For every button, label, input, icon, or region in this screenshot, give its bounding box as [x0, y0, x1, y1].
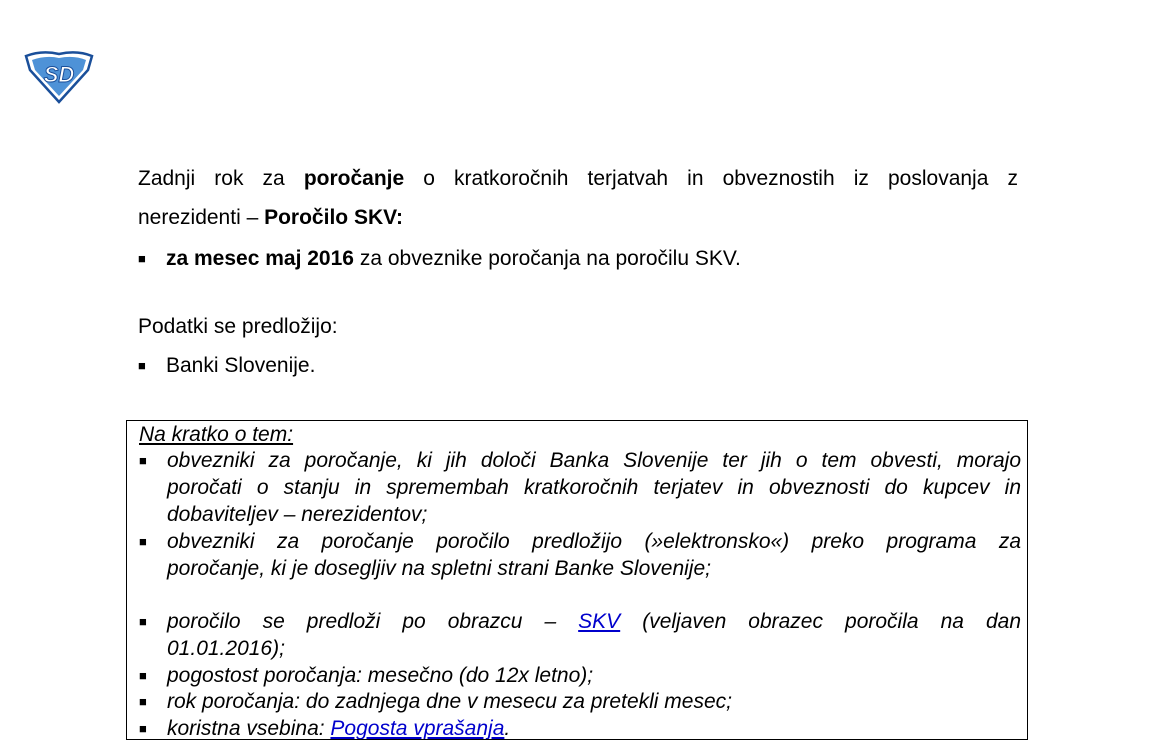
svg-text:SD: SD	[43, 62, 75, 87]
sd-logo	[22, 50, 96, 104]
box-item-2-line-1: obvezniki za poročanje poročilo predložijo (»elektronsko«) preko programa za	[167, 530, 1021, 553]
box-item-3-line-1: poročilo se predloži po obrazcu – SKV (veljaven obrazec poročila na dan	[167, 610, 1021, 633]
submit-heading: Podatki se predložijo:	[138, 315, 338, 338]
bullet-marker: ■	[139, 721, 147, 736]
skv-form-link[interactable]: SKV	[578, 610, 621, 633]
box-title: Na kratko o tem:	[139, 423, 294, 446]
box-item-1-line-2: poročati o stanju in spremembah kratkoročnih terjatev in obveznosti do kupcev in	[167, 476, 1021, 499]
submit-bullet: Banki Slovenije.	[166, 354, 316, 377]
intro-line-1: Zadnji rok za poročanje o kratkoročnih terjatvah in obveznostih iz poslovanja z	[138, 167, 1018, 190]
box-item-6: koristna vsebina: Pogosta vprašanja.	[167, 717, 511, 740]
bullet-marker: ■	[138, 251, 146, 266]
faq-link[interactable]: Pogosta vprašanja	[330, 717, 505, 740]
box-item-3-line-2: 01.01.2016);	[167, 637, 285, 660]
bullet-marker: ■	[138, 358, 146, 373]
bullet-marker: ■	[139, 694, 147, 709]
box-item-2-line-2: poročanje, ki je dosegljiv na spletni strani Banke Slovenije;	[167, 557, 711, 580]
box-item-5: rok poročanja: do zadnjega dne v mesecu za pretekli mesec;	[167, 690, 732, 713]
summary-box	[126, 420, 1028, 740]
box-item-1-line-3: dobaviteljev – nerezidentov;	[167, 503, 428, 526]
bullet-marker: ■	[139, 534, 147, 549]
intro-line-2: nerezidenti – Poročilo SKV:	[138, 206, 403, 229]
intro-bullet: za mesec maj 2016 za obveznike poročanja na poročilu SKV.	[166, 247, 741, 270]
box-item-4: pogostost poročanja: mesečno (do 12x letno);	[167, 664, 594, 687]
bullet-marker: ■	[139, 453, 147, 468]
box-item-1-line-1: obvezniki za poročanje, ki jih določi Banka Slovenije ter jih o tem obvesti, morajo	[167, 449, 1021, 472]
bullet-marker: ■	[139, 614, 147, 629]
bullet-marker: ■	[139, 668, 147, 683]
